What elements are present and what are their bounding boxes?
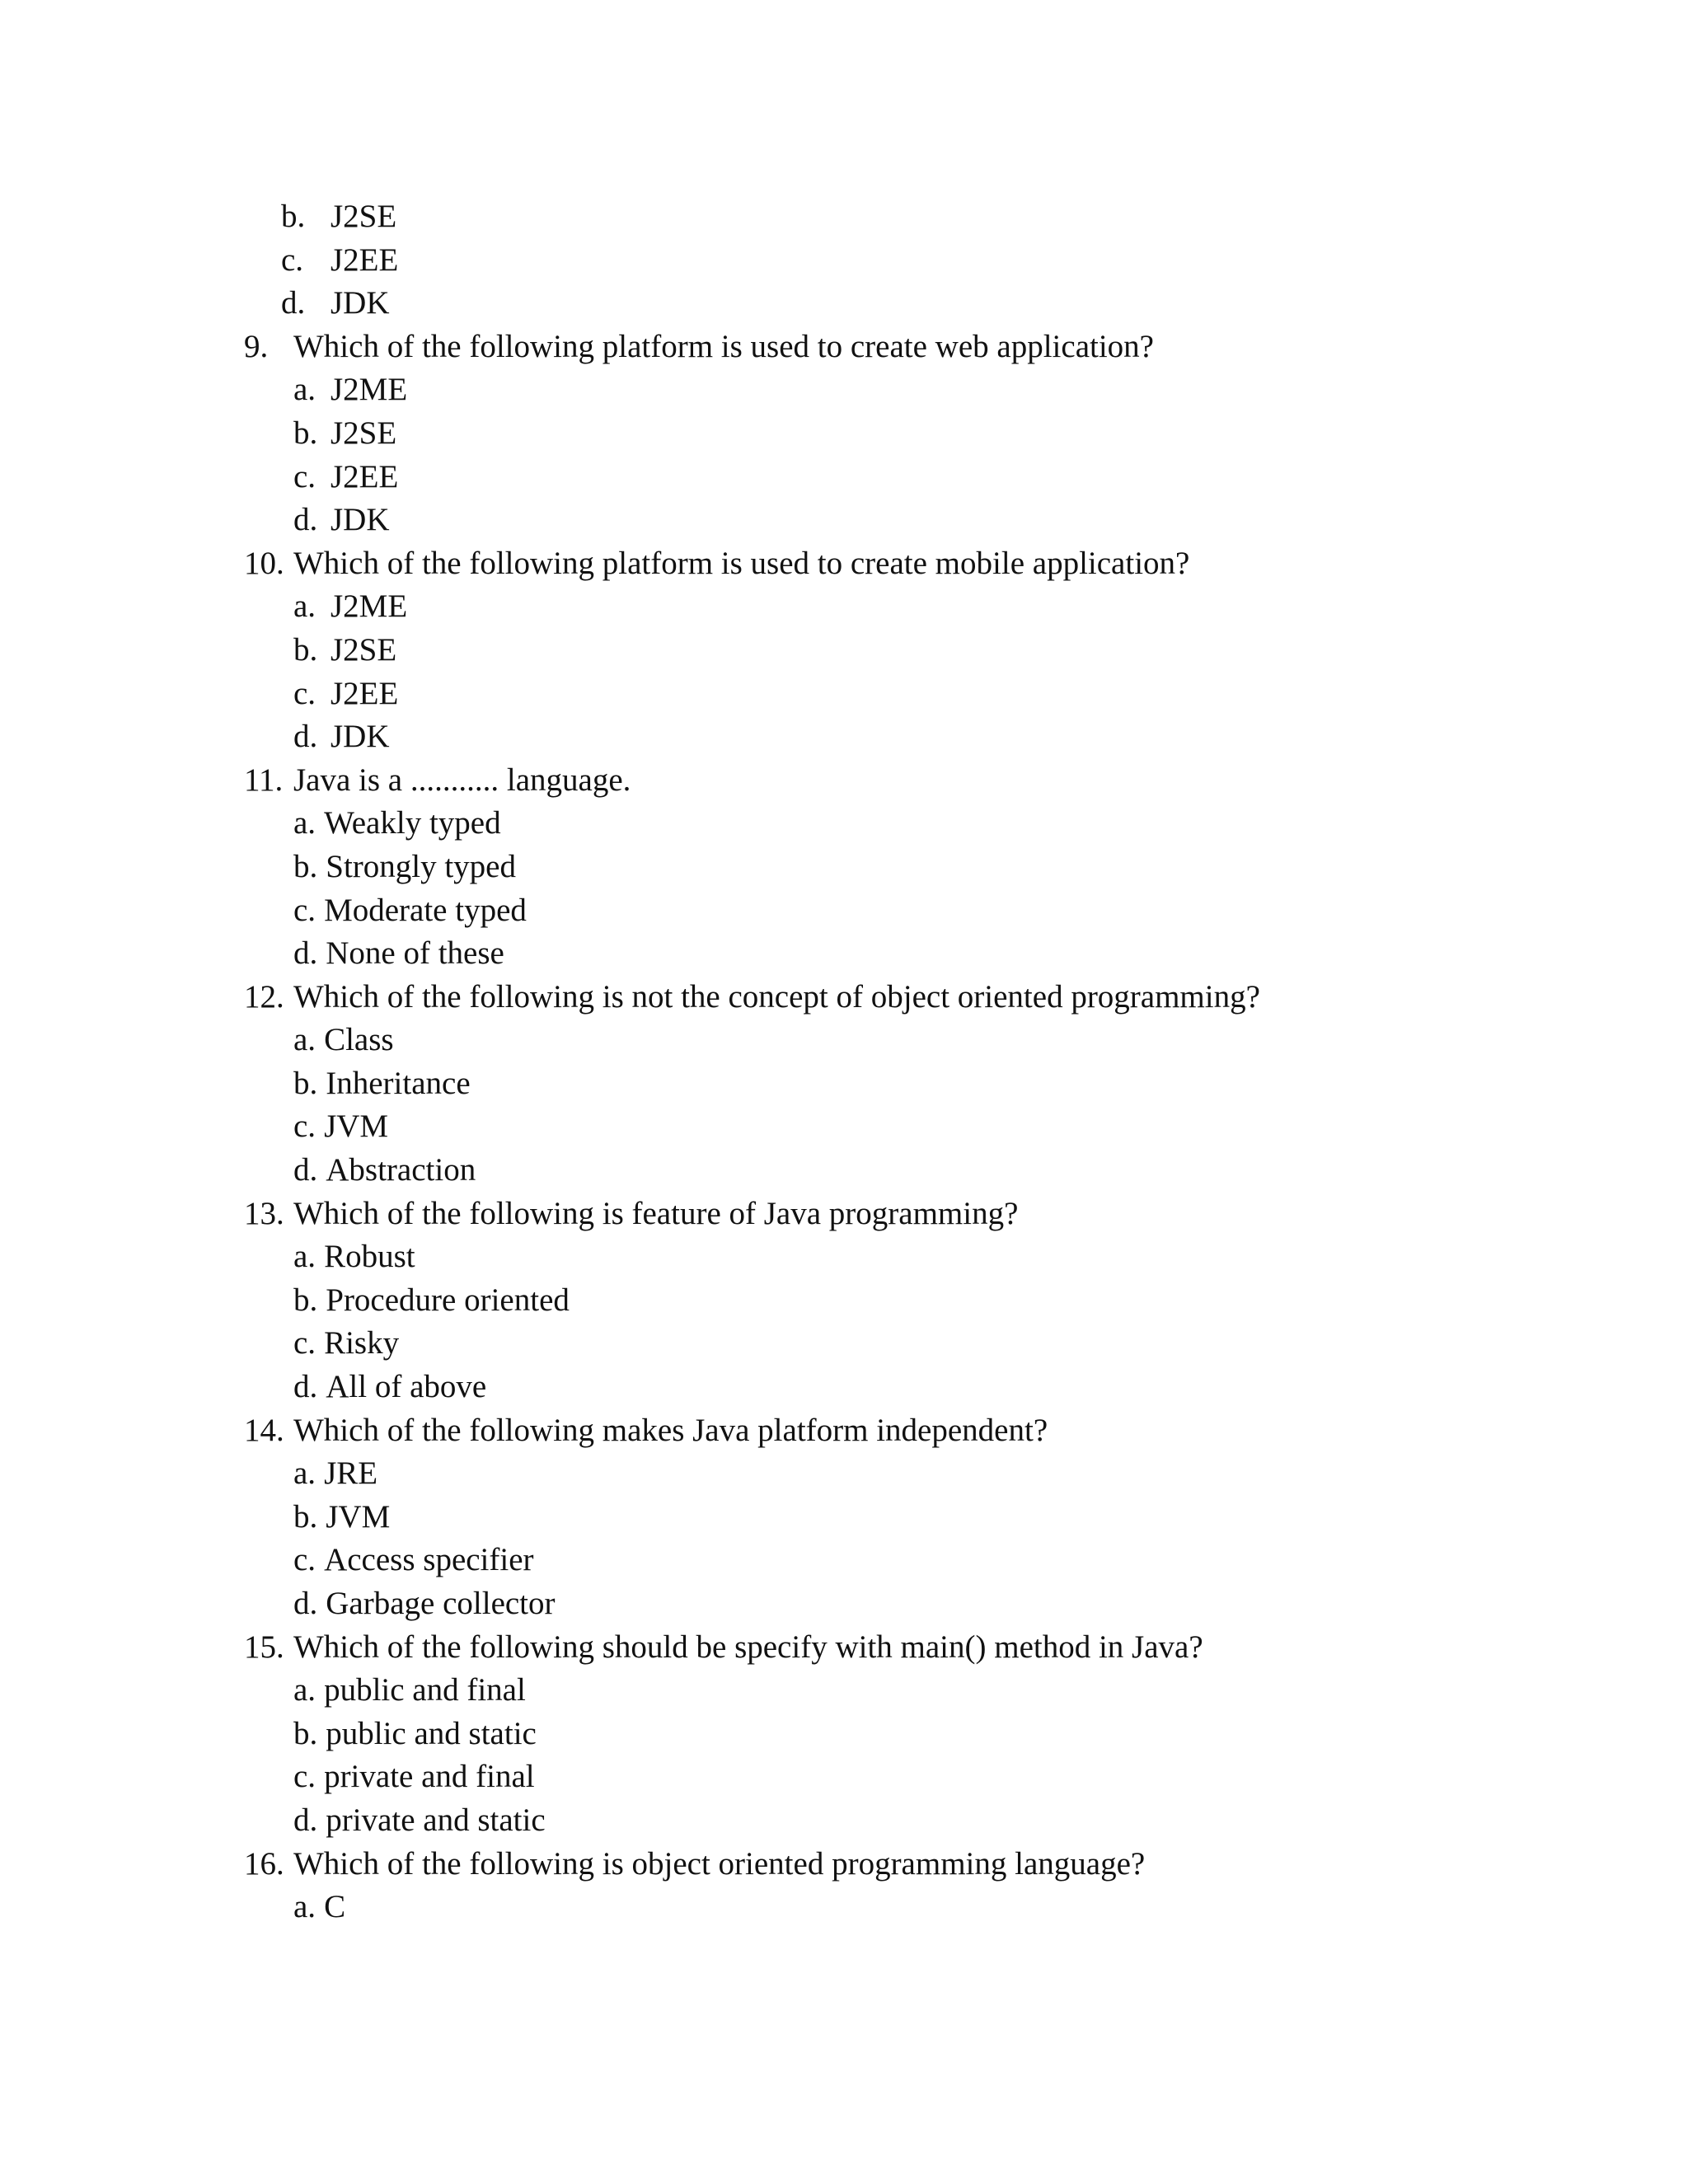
option-text: C <box>324 1889 346 1925</box>
option-letter: a. <box>293 1455 316 1492</box>
option-item <box>244 802 1480 846</box>
option-item <box>244 282 1480 326</box>
option-item <box>244 195 1480 239</box>
option-text: JRE <box>324 1455 378 1492</box>
question-number: 12. <box>244 978 284 1015</box>
option-item <box>244 1366 1480 1409</box>
option-letter: c. <box>293 892 316 928</box>
question-item <box>244 1409 1480 1453</box>
question-text: Which of the following is not the concept of object oriented programming? <box>293 978 1260 1015</box>
option-letter: a. <box>293 372 316 408</box>
option-letter: d. <box>281 285 306 321</box>
option-letter: b. <box>293 631 318 668</box>
option-item <box>244 715 1480 759</box>
option-text: J2SE <box>331 631 397 668</box>
option-letter: d. <box>293 1152 318 1188</box>
option-text: Inheritance <box>326 1065 471 1101</box>
option-item <box>244 1062 1480 1106</box>
option-item <box>244 1799 1480 1843</box>
option-text: J2ME <box>331 372 408 408</box>
option-letter: a. <box>293 805 316 841</box>
question-text: Which of the following is object oriented programming language? <box>293 1845 1146 1882</box>
option-text: private and final <box>324 1759 535 1795</box>
question-text: Java is a ........... language. <box>293 762 631 798</box>
option-text: J2SE <box>331 415 397 451</box>
option-letter: c. <box>293 1759 316 1795</box>
option-item <box>244 1019 1480 1062</box>
option-text: public and final <box>324 1672 526 1708</box>
question-number: 14. <box>244 1412 284 1448</box>
option-item <box>244 585 1480 629</box>
option-text: Moderate typed <box>324 892 527 928</box>
option-item <box>244 1452 1480 1496</box>
option-text: Class <box>324 1022 394 1058</box>
option-letter: d. <box>293 719 318 755</box>
option-item <box>244 1235 1480 1279</box>
option-item <box>244 1539 1480 1582</box>
option-letter: d. <box>293 502 318 538</box>
option-item <box>244 1279 1480 1323</box>
question-list <box>244 195 1480 1929</box>
option-letter: a. <box>293 1239 316 1275</box>
option-item <box>244 1886 1480 1929</box>
question-item <box>244 326 1480 369</box>
option-text: public and static <box>326 1715 537 1751</box>
option-text: J2EE <box>331 241 399 278</box>
question-item <box>244 542 1480 586</box>
option-item <box>244 1669 1480 1713</box>
option-text: All of above <box>326 1369 487 1405</box>
option-text: private and static <box>326 1802 546 1838</box>
option-letter: b. <box>281 199 306 234</box>
question-number: 11. <box>244 762 284 798</box>
question-text: Which of the following platform is used to create web application? <box>293 328 1154 364</box>
option-letter: a. <box>293 1672 316 1708</box>
option-letter: d. <box>293 1586 318 1621</box>
option-item <box>244 1496 1480 1540</box>
option-text: Robust <box>324 1239 415 1275</box>
option-letter: d. <box>293 935 318 972</box>
question-item <box>244 759 1480 803</box>
option-item <box>244 412 1480 456</box>
option-item <box>244 499 1480 542</box>
question-number: 10. <box>244 545 284 581</box>
option-letter: b. <box>293 1065 318 1101</box>
option-item <box>244 846 1480 889</box>
option-letter: c. <box>293 1542 316 1578</box>
option-item <box>244 456 1480 499</box>
option-text: JDK <box>331 719 390 755</box>
option-item <box>244 629 1480 673</box>
question-item <box>244 1193 1480 1236</box>
option-letter: b. <box>293 415 318 451</box>
option-letter: b. <box>293 1715 318 1751</box>
option-item <box>244 1322 1480 1366</box>
question-item <box>244 976 1480 1019</box>
option-text: Risky <box>324 1325 400 1361</box>
option-letter: b. <box>293 848 318 884</box>
option-text: None of these <box>326 935 504 972</box>
question-number: 9. <box>244 328 269 364</box>
option-letter: c. <box>293 675 316 711</box>
option-item <box>244 239 1480 283</box>
option-letter: a. <box>293 1022 316 1058</box>
option-letter: a. <box>293 1889 316 1925</box>
option-item <box>244 673 1480 716</box>
option-letter: c. <box>293 1108 316 1145</box>
option-text: J2EE <box>331 458 399 494</box>
option-item <box>244 1713 1480 1756</box>
option-text: JDK <box>331 285 390 321</box>
option-text: Strongly typed <box>326 848 516 884</box>
option-text: J2SE <box>331 199 397 234</box>
option-letter: c. <box>293 1325 316 1361</box>
option-item <box>244 932 1480 976</box>
question-text: Which of the following is feature of Java programming? <box>293 1195 1019 1231</box>
option-item <box>244 1582 1480 1626</box>
question-item <box>244 1626 1480 1670</box>
option-item <box>244 1105 1480 1149</box>
option-text: Access specifier <box>324 1542 534 1578</box>
question-text: Which of the following makes Java platform independent? <box>293 1412 1048 1448</box>
option-letter: d. <box>293 1802 318 1838</box>
option-text: JVM <box>324 1108 389 1145</box>
option-text: Procedure oriented <box>326 1282 570 1318</box>
option-letter: c. <box>293 458 316 494</box>
option-letter: c. <box>281 241 304 278</box>
question-number: 15. <box>244 1629 284 1665</box>
option-item <box>244 889 1480 933</box>
question-number: 13. <box>244 1195 284 1231</box>
question-item <box>244 1843 1480 1886</box>
option-letter: b. <box>293 1498 318 1535</box>
option-text: JDK <box>331 502 390 538</box>
option-text: Weakly typed <box>324 805 501 841</box>
option-text: J2EE <box>331 675 399 711</box>
option-letter: a. <box>293 588 316 625</box>
option-text: Garbage collector <box>326 1586 556 1621</box>
option-item <box>244 1149 1480 1193</box>
question-text: Which of the following should be specify with main() method in Java? <box>293 1629 1203 1665</box>
option-text: Abstraction <box>326 1152 476 1188</box>
option-letter: b. <box>293 1282 318 1318</box>
option-letter: d. <box>293 1369 318 1405</box>
question-number: 16. <box>244 1845 284 1882</box>
option-text: J2ME <box>331 588 408 625</box>
option-item <box>244 368 1480 412</box>
option-text: JVM <box>326 1498 391 1535</box>
option-item <box>244 1755 1480 1799</box>
question-text: Which of the following platform is used to create mobile application? <box>293 545 1190 581</box>
